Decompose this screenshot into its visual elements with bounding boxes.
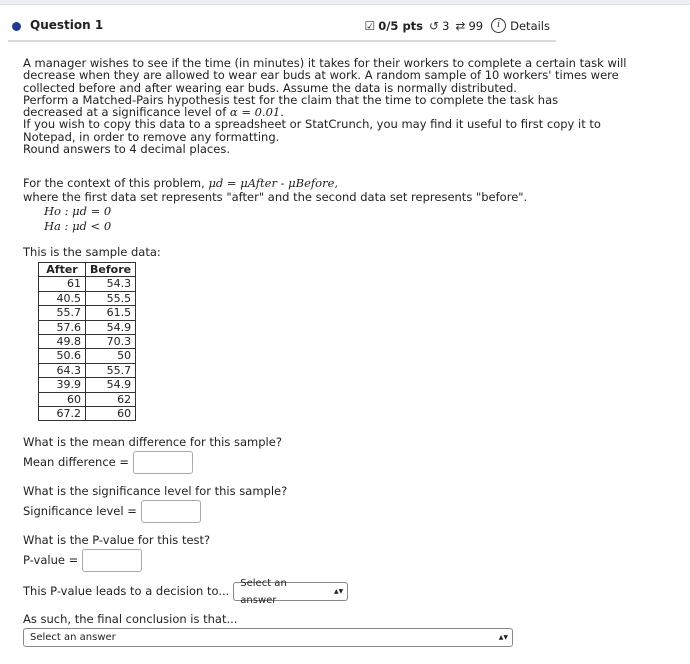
- table-row: [39, 378, 136, 392]
- context-math: μd = μAfter - μBefore,: [208, 176, 339, 190]
- decision-select[interactable]: [233, 577, 348, 606]
- sample-data-label: This is the sample data:: [23, 245, 161, 259]
- pvalue-label: P-value =: [23, 553, 79, 567]
- pvalue-question-text: What is the P-value for this test?: [23, 533, 211, 547]
- after-cell: 55.7: [39, 306, 86, 320]
- column-header: After: [39, 263, 86, 277]
- select-arrows-icon: ▲▼: [498, 633, 508, 641]
- mean-question: [23, 434, 282, 474]
- before-cell: 55.7: [86, 363, 136, 377]
- table-header-row: [39, 263, 136, 277]
- mean-difference-input[interactable]: [133, 451, 193, 474]
- retry-icon: ↺: [429, 18, 440, 33]
- after-cell: 40.5: [39, 291, 86, 305]
- before-cell: 54.9: [86, 378, 136, 392]
- before-cell: 61.5: [86, 306, 136, 320]
- after-cell: 50.6: [39, 349, 86, 363]
- question-status-dot: [12, 22, 21, 31]
- top-bar: [0, 0, 690, 5]
- attempts-value: 99: [468, 18, 484, 33]
- mean-label: Mean difference =: [23, 455, 130, 469]
- table-row: [39, 407, 136, 421]
- sample-data-table: [38, 262, 136, 421]
- before-cell: 55.5: [86, 291, 136, 305]
- decision-question: [23, 577, 348, 606]
- intro-line: decrease when they are allowed to wear ear buds at work. A random sample of 10 workers' times were: [23, 68, 619, 83]
- conclusion-select[interactable]: [23, 628, 513, 647]
- mean-answer-row: [23, 451, 282, 474]
- question-title: Question 1: [30, 18, 104, 32]
- decision-select-value: Select an answer: [240, 577, 287, 606]
- table-row: [39, 277, 136, 291]
- table-row: [39, 363, 136, 377]
- problem-statement: [23, 56, 627, 157]
- intro-line: A manager wishes to see if the time (in minutes) it takes for their workers to complete a certain task will: [23, 56, 627, 70]
- intro-line: collected before and after wearing ear buds. Assume the data is normally distributed.: [23, 80, 517, 95]
- before-cell: 50: [86, 349, 136, 363]
- after-cell: 39.9: [39, 378, 86, 392]
- after-cell: 60: [39, 392, 86, 406]
- intro-line: Perform a Matched-Pairs hypothesis test for the claim that the time to complete the task has: [23, 92, 559, 107]
- table-row: [39, 306, 136, 320]
- table-row: [39, 392, 136, 406]
- pvalue-answer-row: [23, 549, 210, 572]
- intro-line: Notepad, in order to remove any formatting.: [23, 129, 280, 144]
- before-cell: 54.9: [86, 320, 136, 334]
- mean-question-text: What is the mean difference for this sample?: [23, 435, 282, 449]
- checkbox-icon: ☑: [364, 18, 376, 33]
- conclusion-label: As such, the final conclusion is that...: [23, 612, 238, 626]
- decision-row: [23, 577, 348, 606]
- conclusion-select-value: Select an answer: [30, 632, 116, 643]
- info-icon[interactable]: i: [491, 18, 506, 33]
- question-meta: [358, 18, 550, 33]
- after-cell: 67.2: [39, 407, 86, 421]
- significance-question: [23, 483, 287, 523]
- select-arrows-icon: ▲▼: [334, 587, 344, 595]
- table-row: [39, 320, 136, 334]
- before-cell: 54.3: [86, 277, 136, 291]
- context-prefix: For the context of this problem,: [23, 176, 205, 190]
- hypotheses: [44, 204, 111, 234]
- significance-label: Significance level =: [23, 504, 137, 518]
- attempts-icon: ⇄: [455, 18, 466, 33]
- context-line-2: where the first data set represents "after" and the second data set represents "before".: [23, 190, 528, 204]
- conclusion-question: [23, 611, 513, 647]
- before-cell: 70.3: [86, 335, 136, 349]
- alpha-prefix: decreased at a significance level of: [23, 105, 227, 120]
- after-cell: 57.6: [39, 320, 86, 334]
- intro-line: If you wish to copy this data to a spreadsheet or StatCrunch, you may find it useful to first copy it to: [23, 117, 601, 132]
- column-header: Before: [86, 263, 136, 277]
- table-row: [39, 291, 136, 305]
- alpha-math: α = 0.01: [229, 105, 281, 120]
- retries-value: 3: [442, 18, 450, 33]
- before-cell: 60: [86, 407, 136, 421]
- table-row: [39, 335, 136, 349]
- intro-line: Round answers to 4 decimal places.: [23, 142, 230, 157]
- table-row: [39, 349, 136, 363]
- after-cell: 49.8: [39, 335, 86, 349]
- significance-question-text: What is the significance level for this sample?: [23, 484, 288, 498]
- question-header: [8, 12, 556, 42]
- significance-level-input[interactable]: [141, 500, 201, 523]
- after-cell: 64.3: [39, 363, 86, 377]
- context-text: [23, 176, 563, 204]
- significance-answer-row: [23, 500, 287, 523]
- points-value: 0/5 pts: [378, 18, 424, 33]
- details-link[interactable]: Details: [510, 18, 550, 33]
- context-line: [23, 176, 563, 190]
- before-cell: 62: [86, 392, 136, 406]
- after-cell: 61: [39, 277, 86, 291]
- alt-hypothesis: Ha : μd < 0: [44, 219, 112, 233]
- pvalue-question: [23, 532, 210, 572]
- null-hypothesis: Ho : μd = 0: [44, 204, 112, 218]
- pvalue-input[interactable]: [82, 549, 142, 572]
- decision-label: This P-value leads to a decision to...: [23, 584, 230, 598]
- alpha-suffix: .: [280, 105, 284, 120]
